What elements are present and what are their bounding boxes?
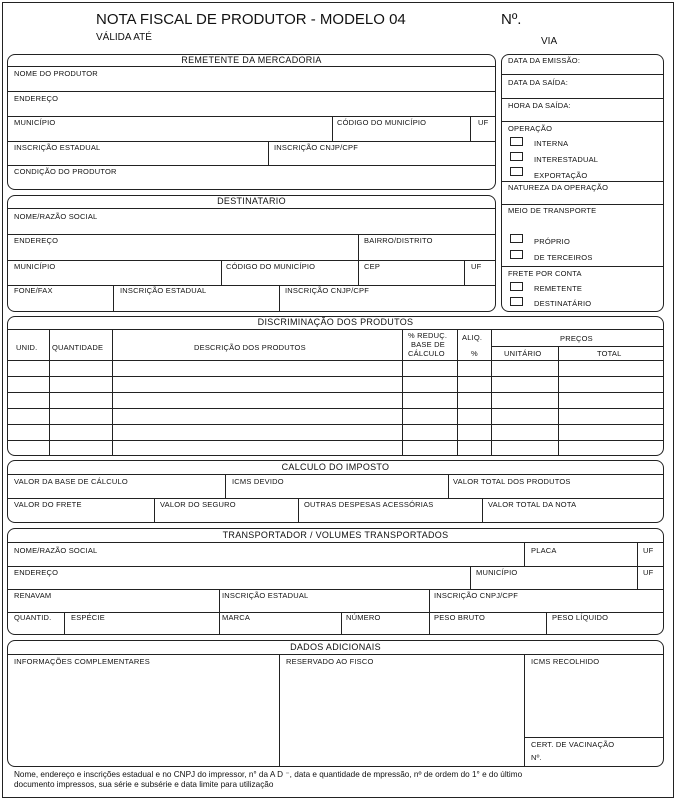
destinatario-inscricao-cnpj-field[interactable]: INSCRIÇÃO CNJP/CPF <box>285 286 370 295</box>
table-row[interactable] <box>7 408 664 409</box>
base-calculo-field[interactable]: VALOR DA BASE DE CÁLCULO <box>14 477 128 486</box>
col-total: TOTAL <box>597 349 622 358</box>
transportador-municipio-field[interactable]: MUNICÍPIO <box>476 568 518 577</box>
frete-destinatario-checkbox[interactable] <box>510 297 523 306</box>
frete-label: FRETE POR CONTA <box>508 269 582 278</box>
col-aliq-pct: % <box>471 349 478 358</box>
proprio-checkbox[interactable] <box>510 234 523 243</box>
transportador-placa-field[interactable]: PLACA <box>531 546 557 555</box>
footer-line-1: Nome, endereço e inscrições estadual e no CNPJ do impressor, n° da A D ⁻, data e quantidade de mpressão, nº de ordem do 1° e do último <box>14 770 523 779</box>
nome-produtor-field[interactable]: NOME DO PRODUTOR <box>14 69 98 78</box>
transportador-endereco-field[interactable]: ENDEREÇO <box>14 568 59 577</box>
col-precos: PREÇOS <box>560 334 593 343</box>
exportacao-checkbox[interactable] <box>510 167 523 176</box>
valor-frete-field[interactable]: VALOR DO FRETE <box>14 500 82 509</box>
via-label: VIA <box>541 36 558 47</box>
remetente-uf-field[interactable]: UF <box>478 118 489 127</box>
exportacao-label: EXPORTAÇÃO <box>534 171 588 180</box>
interestadual-label: INTERESTADUAL <box>534 155 599 164</box>
destinatario-nome-field[interactable]: NOME/RAZÃO SOCIAL <box>14 212 98 221</box>
icms-devido-field[interactable]: ICMS DEVIDO <box>232 477 284 486</box>
total-produtos-field[interactable]: VALOR TOTAL DOS PRODUTOS <box>453 477 571 486</box>
terceiros-checkbox[interactable] <box>510 250 523 259</box>
reservado-fisco-field[interactable]: RESERVADO AO FISCO <box>286 657 374 666</box>
peso-liquido-field[interactable]: PESO LÍQUIDO <box>552 613 609 622</box>
hora-saida-field[interactable]: HORA DA SAÍDA: <box>508 101 571 110</box>
valid-until-label: VÁLIDA ATÉ <box>96 32 152 43</box>
produtos-title: DISCRIMINAÇÃO DOS PRODUTOS <box>257 317 414 327</box>
destinatario-title: DESTINATARIO <box>217 196 286 206</box>
destinatario-fone-field[interactable]: FONE/FAX <box>14 286 53 295</box>
destinatario-inscricao-estadual-field[interactable]: INSCRIÇÃO ESTADUAL <box>120 286 207 295</box>
transportador-nome-field[interactable]: NOME/RAZÃO SOCIAL <box>14 546 98 555</box>
total-nota-field[interactable]: VALOR TOTAL DA NOTA <box>488 500 577 509</box>
interna-checkbox[interactable] <box>510 137 523 146</box>
col-unid: UNID. <box>16 343 38 352</box>
imposto-title: CALCULO DO IMPOSTO <box>281 462 390 472</box>
number-label: Nº. <box>501 11 522 28</box>
operacao-label: OPERAÇÃO <box>508 124 553 133</box>
table-row[interactable] <box>7 376 664 377</box>
data-saida-field[interactable]: DATA DA SAÍDA: <box>508 78 569 87</box>
condicao-produtor-field[interactable]: CONDIÇÃO DO PRODUTOR <box>14 167 117 176</box>
col-unitario: UNITÁRIO <box>504 349 542 358</box>
remetente-endereco-field[interactable]: ENDEREÇO <box>14 94 59 103</box>
table-row[interactable] <box>7 424 664 425</box>
remetente-title: REMETENTE DA MERCADORIA <box>181 55 322 65</box>
destinatario-uf-field[interactable]: UF <box>471 262 482 271</box>
remetente-inscricao-estadual-field[interactable]: INSCRIÇÃO ESTADUAL <box>14 143 101 152</box>
renavam-field[interactable]: RENAVAM <box>14 591 52 600</box>
transportador-inscricao-cnpj-field[interactable]: INSCRIÇÃO CNPJ/CPF <box>434 591 519 600</box>
natureza-operacao-field[interactable]: NATUREZA DA OPERAÇÃO <box>508 183 609 192</box>
interna-label: INTERNA <box>534 139 569 148</box>
remetente-municipio-field[interactable]: MUNICÍPIO <box>14 118 56 127</box>
table-row[interactable] <box>7 392 664 393</box>
outras-despesas-field[interactable]: OUTRAS DESPESAS ACESSÓRIAS <box>304 500 434 509</box>
footer-line-2: documento impressos, sua série e subsérie e data limite para utilização <box>14 780 274 789</box>
meio-transporte-label: MEIO DE TRANSPORTE <box>508 206 597 215</box>
remetente-codigo-municipio-field[interactable]: CÓDIGO DO MUNICÍPIO <box>337 118 427 127</box>
col-reduc-line2: BASE DE <box>411 340 445 349</box>
cert-numero-field[interactable]: Nº. <box>531 753 542 762</box>
peso-bruto-field[interactable]: PESO BRUTO <box>434 613 486 622</box>
destinatario-codigo-municipio-field[interactable]: CÓDIGO DO MUNICÍPIO <box>226 262 316 271</box>
proprio-label: PRÓPRIO <box>534 237 570 246</box>
terceiros-label: DE TERCEIROS <box>534 253 593 262</box>
transportador-title: TRANSPORTADOR / VOLUMES TRANSPORTADOS <box>222 530 449 540</box>
frete-remetente-checkbox[interactable] <box>510 282 523 291</box>
col-reduc-line3: CÁLCULO <box>408 349 445 358</box>
col-quantidade: QUANTIDADE <box>52 343 104 352</box>
cert-vacinacao-field[interactable]: CERT. DE VACINAÇÃO <box>531 740 615 749</box>
transportador-placa-uf-field[interactable]: UF <box>643 546 654 555</box>
adicionais-title: DADOS ADICIONAIS <box>290 642 381 652</box>
col-reduc-line1: % REDUÇ. <box>408 331 448 340</box>
marca-field[interactable]: MARCA <box>222 613 251 622</box>
destinatario-municipio-field[interactable]: MUNICÍPIO <box>14 262 56 271</box>
form-title: NOTA FISCAL DE PRODUTOR - MODELO 04 <box>96 11 406 28</box>
remetente-inscricao-cnpj-field[interactable]: INSCRIÇÃO CNJP/CPF <box>274 143 359 152</box>
transportador-uf-field[interactable]: UF <box>643 568 654 577</box>
frete-destinatario-label: DESTINATÁRIO <box>534 299 592 308</box>
interestadual-checkbox[interactable] <box>510 152 523 161</box>
informacoes-complementares-field[interactable]: INFORMAÇÕES COMPLEMENTARES <box>14 657 150 666</box>
destinatario-endereco-field[interactable]: ENDEREÇO <box>14 236 59 245</box>
col-descricao: DESCRIÇÃO DOS PRODUTOS <box>194 343 306 352</box>
quantidade-volumes-field[interactable]: QUANTID. <box>14 613 52 622</box>
destinatario-bairro-field[interactable]: BAIRRO/DISTRITO <box>364 236 433 245</box>
numero-field[interactable]: NÚMERO <box>346 613 381 622</box>
data-emissao-field[interactable]: DATA DA EMISSÃO: <box>508 56 581 65</box>
valor-seguro-field[interactable]: VALOR DO SEGURO <box>160 500 236 509</box>
icms-recolhido-field[interactable]: ICMS RECOLHIDO <box>531 657 600 666</box>
col-aliq: ALIQ. <box>462 333 483 342</box>
frete-remetente-label: REMETENTE <box>534 284 583 293</box>
table-row[interactable] <box>7 440 664 441</box>
destinatario-cep-field[interactable]: CEP <box>364 262 381 271</box>
transportador-inscricao-estadual-field[interactable]: INSCRIÇÃO ESTADUAL <box>222 591 309 600</box>
especie-field[interactable]: ESPÉCIE <box>71 613 105 622</box>
